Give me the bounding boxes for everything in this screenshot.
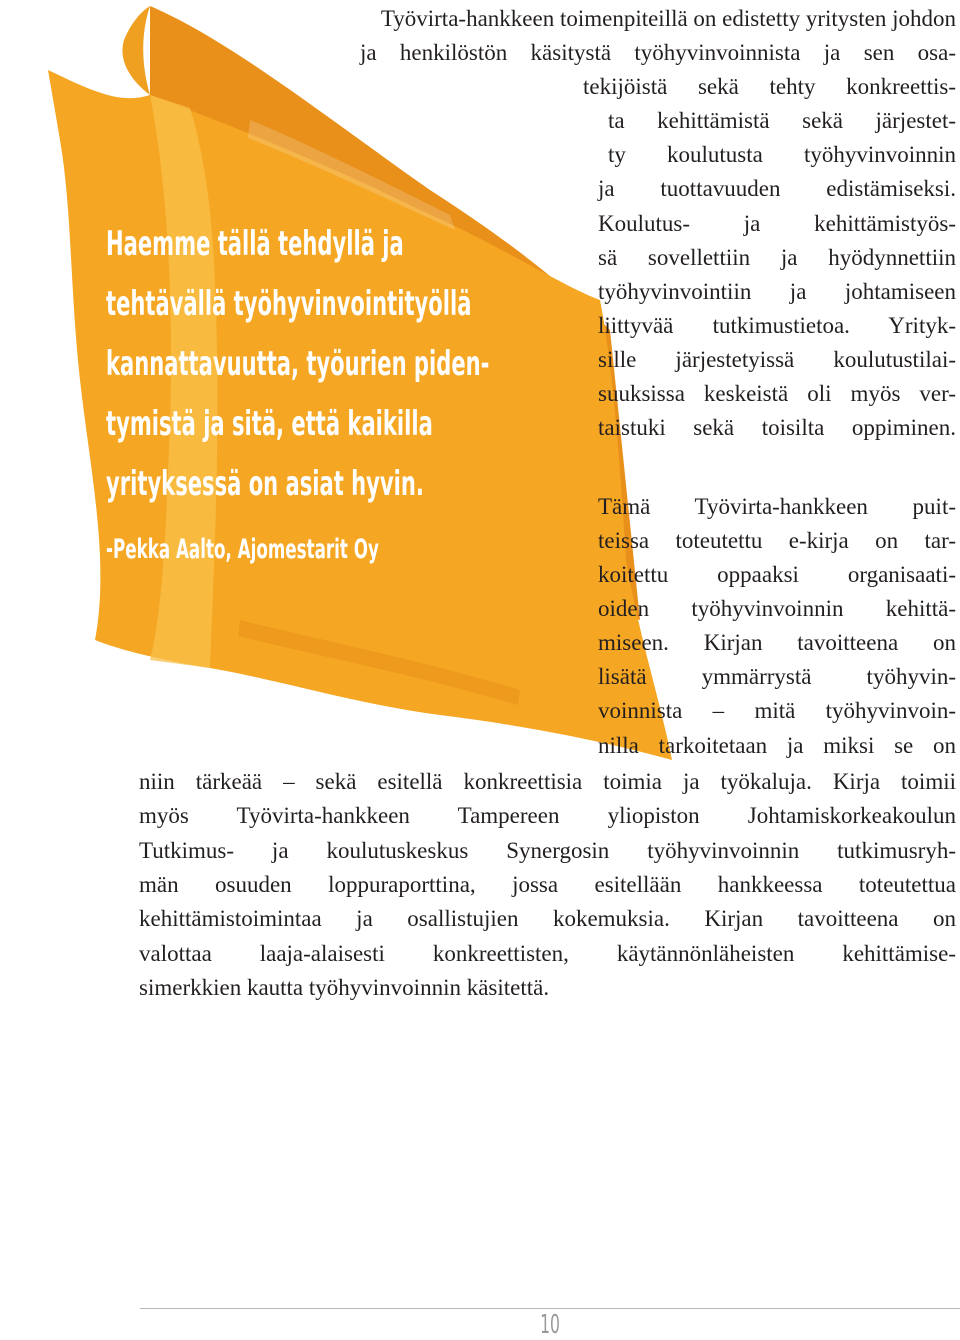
text-line: Koulutus- ja kehittämistyös- — [598, 211, 956, 236]
text-line: sille järjestetyissä koulutustilai- — [598, 347, 956, 372]
text-line: ta kehittämistä sekä järjestet- — [608, 108, 956, 133]
quote-attribution: -Pekka Aalto, Ajomestarit Oy — [106, 534, 379, 565]
page-number: 10 — [540, 1310, 560, 1340]
text-line: ja tuottavuuden edistämiseksi. — [598, 176, 956, 201]
quote-line: kannattavuutta, työurien piden- — [106, 344, 490, 384]
text-line: valottaa laaja-alaisesti konkreettisten, käytännönläheisten kehittämise- — [139, 941, 956, 966]
paint-top-curl — [122, 6, 150, 95]
text-line: tekijöistä sekä tehty konkreettis- — [583, 74, 956, 99]
quote-line: yrityksessä on asiat hyvin. — [106, 464, 424, 504]
text-line: suuksissa keskeistä oli myös ver- — [598, 381, 956, 406]
text-line: voinnista – mitä työhyvinvoin- — [598, 698, 956, 723]
text-line: Työvirta-hankkeen toimenpiteillä on edistetty yritysten johdon — [380, 6, 956, 31]
text-line: miseen. Kirjan tavoitteena on — [598, 630, 956, 655]
text-line: sä sovellettiin ja hyödynnettiin — [598, 245, 956, 270]
text-line: nilla tarkoitetaan ja miksi se on — [598, 733, 956, 758]
text-line: teissa toteutettu e-kirja on tar- — [598, 528, 956, 553]
text-line: män osuuden loppuraporttina, jossa esitellään hankkeessa toteutettua — [139, 872, 956, 897]
text-line: oiden työhyvinvoinnin kehittä- — [598, 596, 956, 621]
text-line: kehittämistoimintaa ja osallistujien kokemuksia. Kirjan tavoitteena on — [139, 906, 956, 931]
quote-line: tymistä ja sitä, että kaikilla — [106, 404, 433, 444]
text-line: niin tärkeää – sekä esitellä konkreettisia toimia ja työkaluja. Kirja toimii — [139, 769, 956, 794]
pull-quote — [106, 214, 490, 580]
text-line: ty koulutusta työhyvinvoinnin — [608, 142, 956, 167]
text-line: työhyvinvointiin ja johtamiseen — [598, 279, 956, 304]
text-line: taistuki sekä toisilta oppiminen. — [598, 415, 956, 440]
footer-rule — [140, 1308, 960, 1309]
quote-line: Haemme tällä tehdyllä ja — [106, 224, 404, 264]
text-line: Tämä Työvirta-hankkeen puit- — [598, 494, 956, 519]
text-line: ja henkilöstön käsitystä työhyvinvoinnista ja sen osa- — [360, 40, 956, 65]
text-line: Tutkimus- ja koulutuskeskus Synergosin työhyvinvoinnin tutkimusryh- — [139, 838, 956, 863]
text-line: liittyvää tutkimustietoa. Yrityk- — [598, 313, 956, 338]
text-line: simerkkien kautta työhyvinvoinnin käsitettä. — [139, 975, 550, 1000]
quote-line: tehtävällä työhyvinvointityöllä — [106, 284, 472, 324]
text-line: lisätä ymmärrystä työhyvin- — [598, 664, 956, 689]
text-line: myös Työvirta-hankkeen Tampereen yliopiston Johtamiskorkeakoulun — [139, 803, 956, 828]
text-line: koitettu oppaaksi organisaati- — [598, 562, 956, 587]
